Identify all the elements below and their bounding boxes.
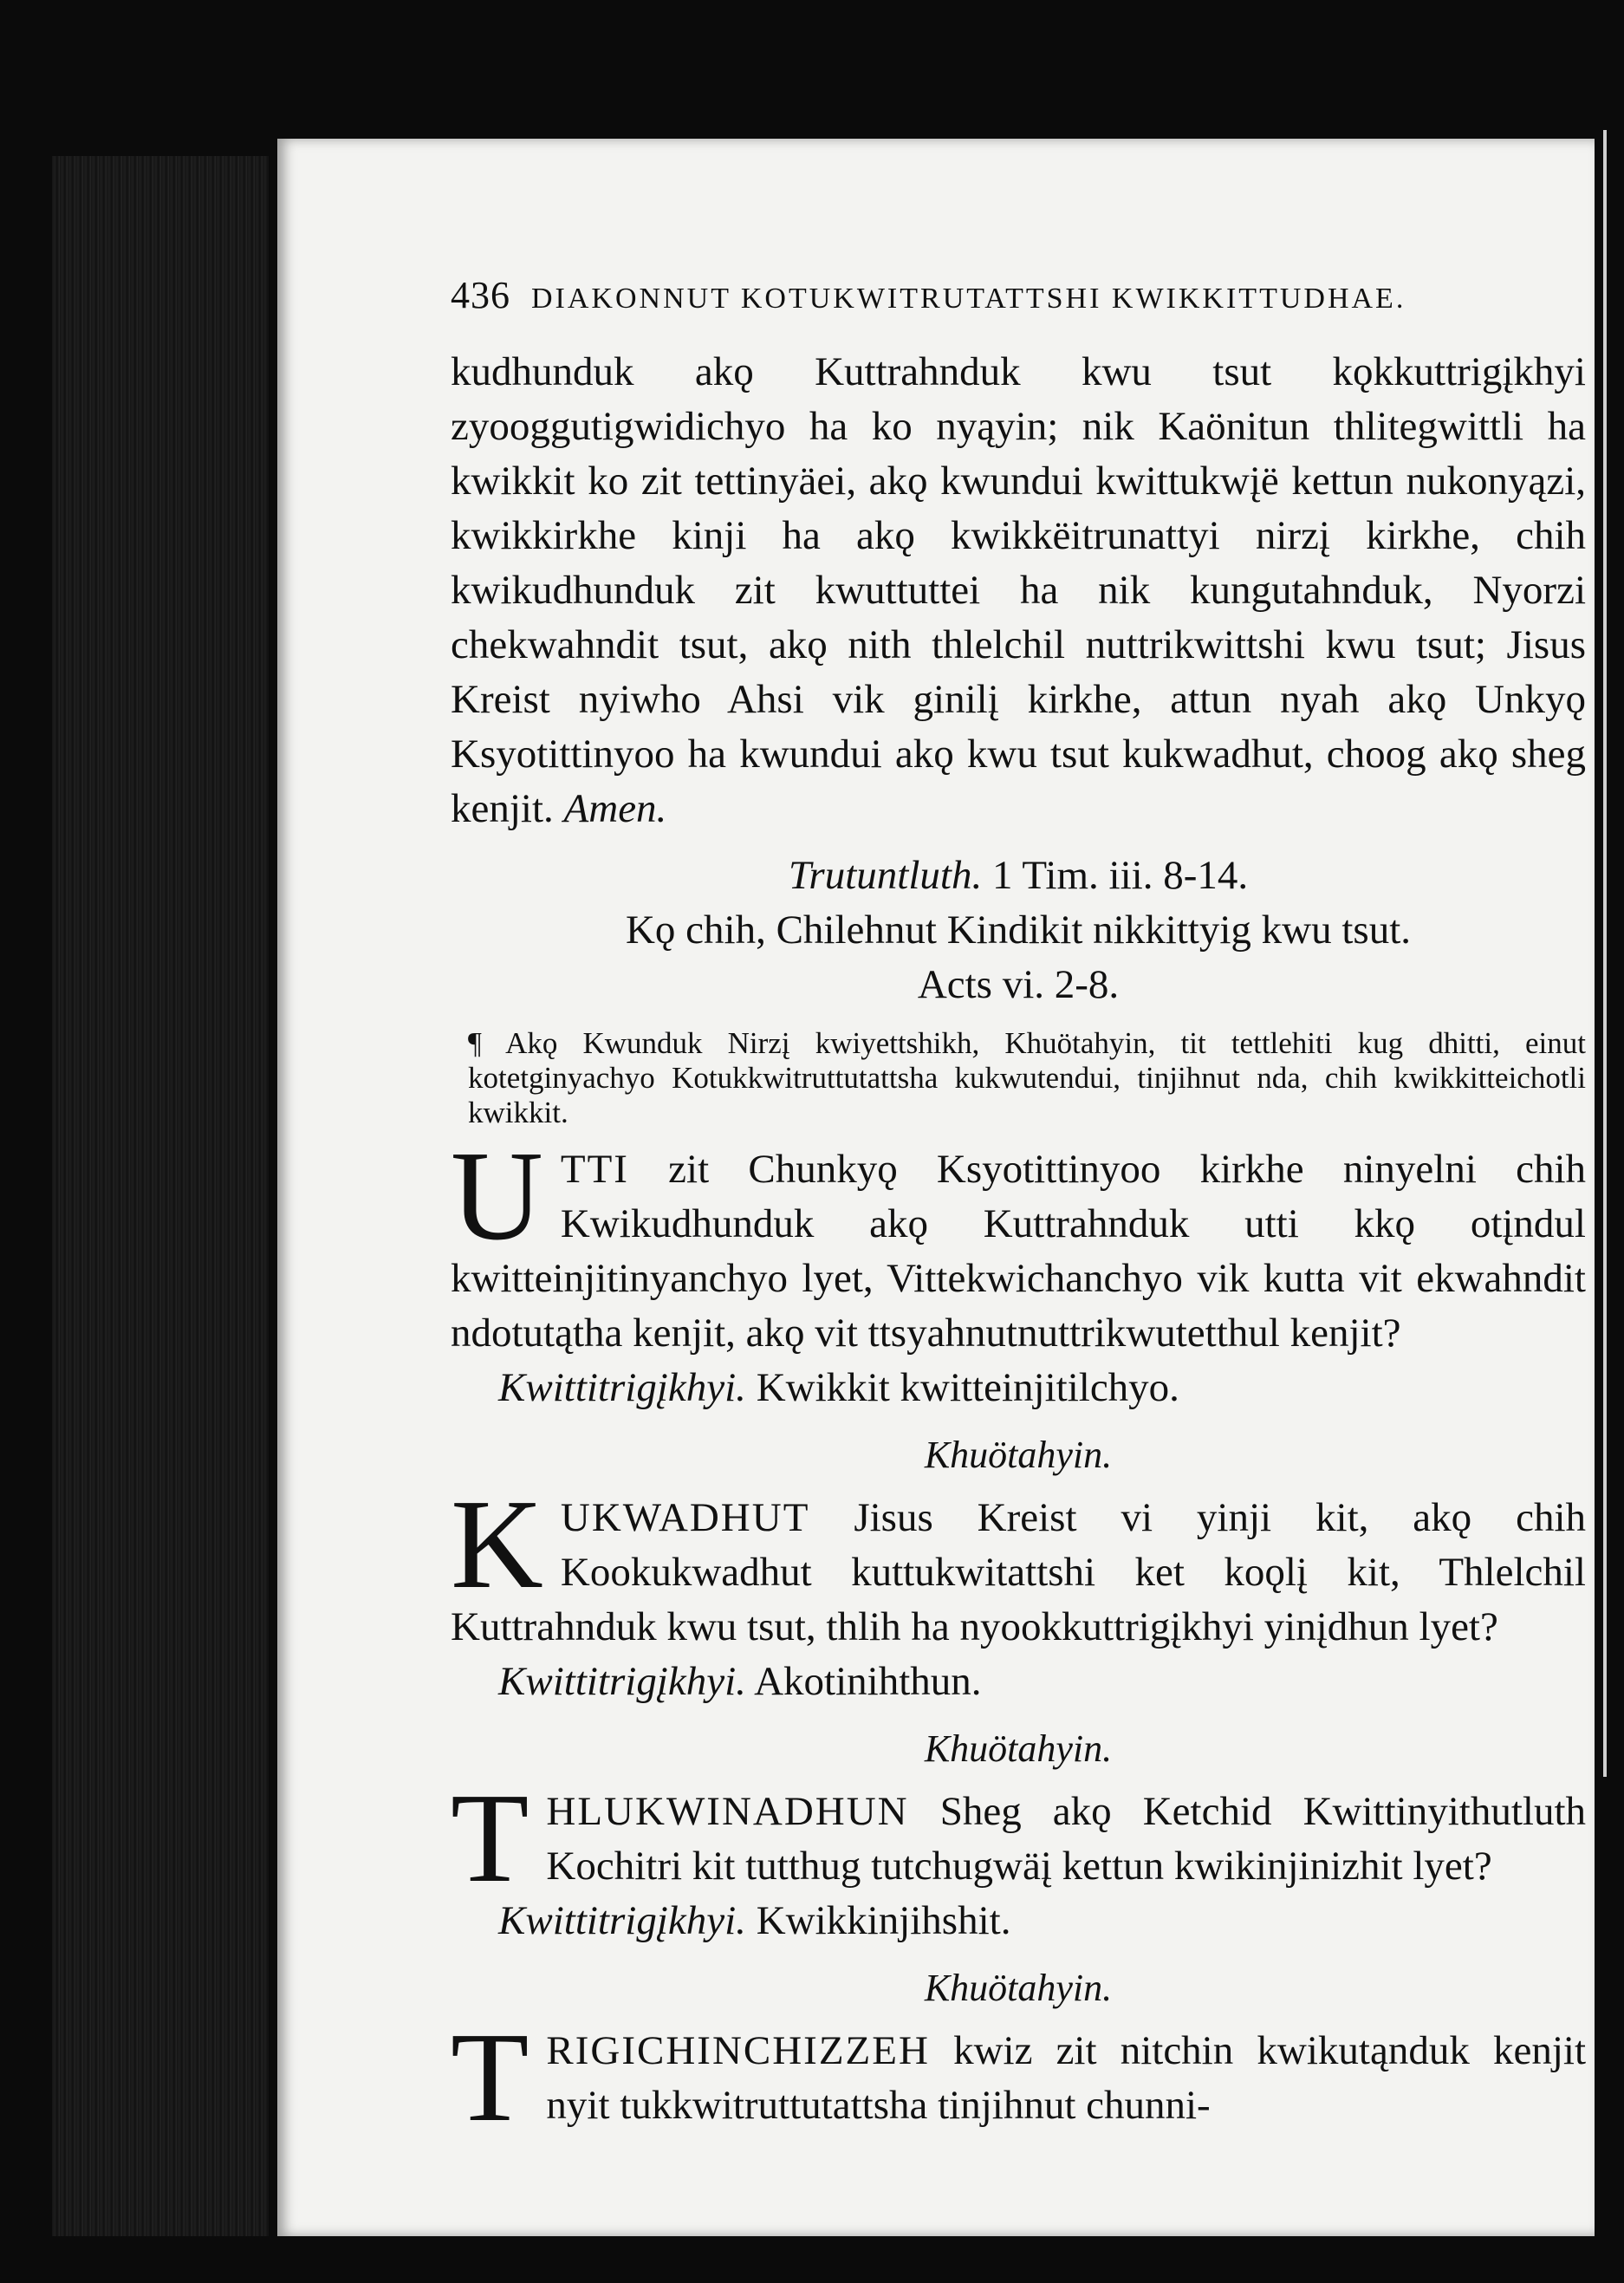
section-title-2: Khuötahyin.	[924, 1727, 1113, 1770]
question-2	[451, 1473, 1587, 1709]
running-title: DIAKONNUT KOTUKWITRUTATTSHI KWIKKITTUDHAE.	[531, 283, 1406, 315]
dropcap-1: U	[451, 1125, 543, 1267]
page-content	[451, 273, 1587, 2149]
answer-2-label: Kwittitrigįkhyi.	[498, 1659, 746, 1704]
question-2-body: Jisus Kreist vi yinji kit, akǫ chih Kookukwadhut kuttukwitattshi ket koǫlį kit, Thlelchil Kuttrahnduk kwu tsut, thlih ha nyookkuttrigįkhyi yinįdhun lyet?	[451, 1495, 1587, 1649]
answer-1	[451, 1361, 1586, 1415]
answer-3	[451, 1894, 1586, 1948]
question-3	[451, 1767, 1586, 1948]
dropcap-4: T	[451, 2007, 529, 2149]
question-3-text	[451, 1767, 1586, 1909]
dropcap-2: K	[451, 1473, 543, 1616]
epistle-reference: 1 Tim. iii. 8-14.	[991, 853, 1249, 898]
book-page	[277, 139, 1595, 2236]
rubric-text: Akǫ Kwunduk Nirzį kwiyettshikh, Khuötahyin, tit tettlehiti kug dhitti, einut kotetginyachyo Kotukkwitruttutattsha kukwutendui, tinjihnut nda, chih kwikkitteichotli kwikkit.	[468, 1026, 1586, 1129]
question-2-caps: UKWADHUT	[560, 1495, 810, 1540]
answer-1-label: Kwittitrigįkhyi.	[498, 1365, 746, 1410]
acts-reference: Acts vi. 2-8.	[917, 962, 1120, 1007]
question-3-body: Sheg akǫ Ketchid Kwittinyithutluth Kochitri kit tutthug tutchugwäį kettun kwikinjinizhit lyet?	[546, 1789, 1586, 1889]
page-number: 436	[451, 274, 510, 316]
book-spine	[52, 156, 269, 2236]
page-edge-dark	[1595, 130, 1624, 2245]
question-4-caps: RIGICHINCHIZZEH	[546, 2028, 930, 2073]
epistle-label: Trutuntluth.	[788, 853, 983, 898]
question-1	[451, 1125, 1587, 1415]
question-3-caps: HLUKWINADHUN	[546, 1789, 909, 1834]
question-1-caps: TTI	[560, 1147, 629, 1192]
running-header	[451, 273, 1586, 317]
section-title-3: Khuötahyin.	[924, 1967, 1113, 2009]
opening-paragraph	[451, 345, 1586, 836]
question-2-text	[451, 1473, 1587, 1655]
question-4-body: kwiz zit nitchin kwikutąnduk kenjit nyit tukkwitruttutattsha tinjihnut chunni-	[546, 2028, 1587, 2128]
answer-2-text: Akotinihthun.	[754, 1659, 982, 1704]
answer-3-text: Kwikkinjihshit.	[756, 1898, 1011, 1943]
question-1-body: zit Chunkyǫ Ksyotittinyoo kirkhe ninyelni chih Kwikudhunduk akǫ Kuttrahnduk utti kkǫ otįndul kwitteinjitinyanchyo lyet, Vittekwichanchyo vik kutta vit ekwahndit ndotutątha kenjit, akǫ vit ttsyahnutnuttrikwutetthul kenjit?	[451, 1147, 1587, 1356]
opening-text: kudhunduk akǫ Kuttrahnduk kwu tsut kǫkkuttrigįkhyi zyooggutigwidichyo ha ko nyąyin; nik Kaönitun thlitegwittli ha kwikkit ko zit tettinyäei, akǫ kwundui kwittukwįë kettun nukonyązi, kwikkirkhe kinji ha akǫ kwikkëitrunattyi nirzį kirkhe, chih kwikudhunduk zit kwuttuttei ha nik kungutahnduk, Nyorzi chekwahndit tsut, akǫ nith thlelchil nuttrikwittshi kwu tsut; Jisus Kreist nyiwho Ahsi vik ginilį kirkhe, attun nyah akǫ Unkyǫ Ksyotittinyoo ha kwundui akǫ kwu tsut kukwadhut, choog akǫ sheg kenjit.	[451, 349, 1586, 831]
epistle-alternative: Kǫ chih, Chilehnut Kindikit nikkittyig kwu tsut.	[625, 907, 1412, 953]
question-4-text	[451, 2007, 1587, 2149]
answer-3-label: Kwittitrigįkhyi.	[498, 1898, 746, 1943]
dropcap-3: T	[451, 1767, 529, 1909]
rubric-mark-icon: ¶	[468, 1026, 506, 1060]
question-4	[451, 2007, 1587, 2149]
amen-text: Amen.	[563, 786, 667, 831]
answer-2	[451, 1655, 1586, 1709]
rubric-paragraph	[468, 1026, 1586, 1130]
next-page-edge	[1603, 130, 1607, 1777]
answer-1-text: Kwikkit kwitteinjitilchyo.	[756, 1365, 1179, 1410]
question-1-text	[451, 1125, 1587, 1361]
epistle-heading	[451, 849, 1586, 903]
section-title-1: Khuötahyin.	[924, 1434, 1113, 1476]
